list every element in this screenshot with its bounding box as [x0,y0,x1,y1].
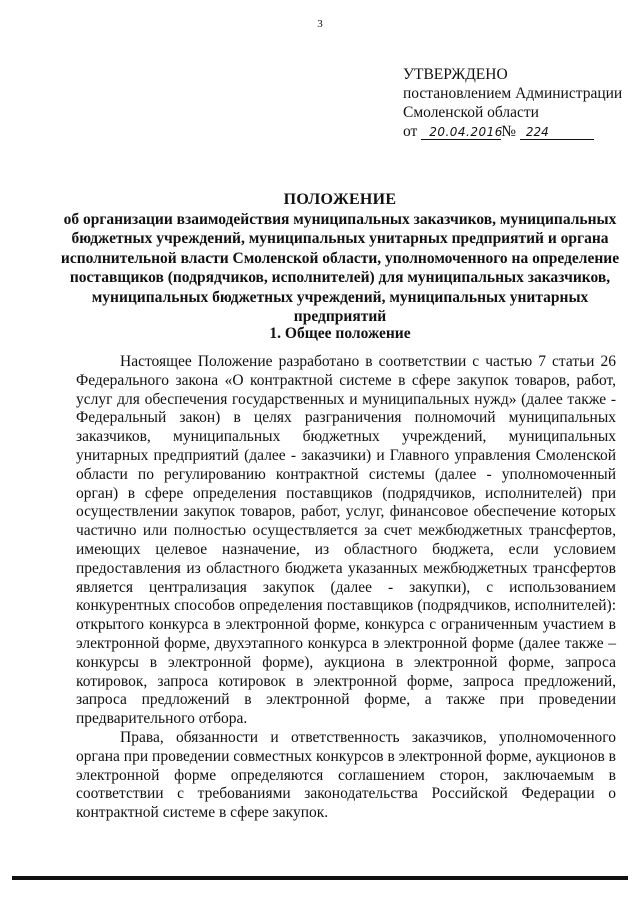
date-prefix: от [403,123,418,140]
handwritten-date: 20.04.2016 [421,125,501,140]
title-heading: ПОЛОЖЕНИЕ [283,191,397,208]
handwritten-number: 224 [520,125,594,140]
approval-stamp [403,65,622,141]
bottom-rule [12,876,628,880]
approval-line-region: Смоленской области [403,104,539,121]
paragraph: Права, обязанности и ответственность заказчиков, уполномоченного органа при проведении совместных конкурсов в электронной форме, аукционов в электронной форме определяются соглашением сторон, заключаемым в соответствии с требованиями законодательства Российской Федерации о контрактной системе в сфере закупок. [76,728,616,822]
section-heading: 1. Общее положение [269,325,411,342]
number-symbol: № [501,123,516,140]
approval-line-approved: УТВЕРЖДЕНО [403,66,508,83]
approval-date-row [403,122,622,141]
page-number: 3 [317,18,323,30]
paragraph: Настоящее Положение разработано в соответствии с частью 7 статьи 26 Федерального закона «О контрактной системе в сфере закупок товаров, работ, услуг для обеспечения государственных и муниципальных нужд» (далее также - Федеральный закон) в целях разграничения полномочий муниципальных заказчиков, муниципальных бюджетных учреждений, муниципальных унитарных предприятий (далее - заказчики) и Главного управления Смоленской области по регулированию контрактной системы (далее - уполномоченный орган) в сфере определения поставщиков (подрядчиков, исполнителей) при осуществлении закупок товаров, работ, услуг, финансовое обеспечение которых частично или полностью осуществляется за счет межбюджетных трансфертов, имеющих целевое назначение, из областного бюджета, если условием предоставления из областного бюджета указанных межбюджетных трансфертов является централизация закупок (далее - закупки), с использованием конкурентных способов определения поставщиков (подрядчиков, исполнителей): открытого конкурса в электронной форме, конкурса с ограниченным участием в электронной форме, двухэтапного конкурса в электронной форме (далее также – конкурсы в электронной форме), аукциона в электронной форме, запроса котировок, запроса котировок в электронной форме, запроса предложений, запроса предложений в электронной форме, а также при проведении предварительного отбора. [76,353,616,728]
body-text [76,353,616,823]
document-title [60,190,620,327]
approval-line-decree: постановлением Администрации [403,85,623,102]
title-subtitle: об организации взаимодействия муниципальных заказчиков, муниципальных бюджетных учреждений, муниципальных унитарных предприятий и органа исполнительной власти Смоленской области, уполномоченного на определение поставщиков (подрядчиков, исполнителей) для муниципальных заказчиков, муниципальных бюджетных учреждений, муниципальных унитарных предприятий [60,210,620,325]
